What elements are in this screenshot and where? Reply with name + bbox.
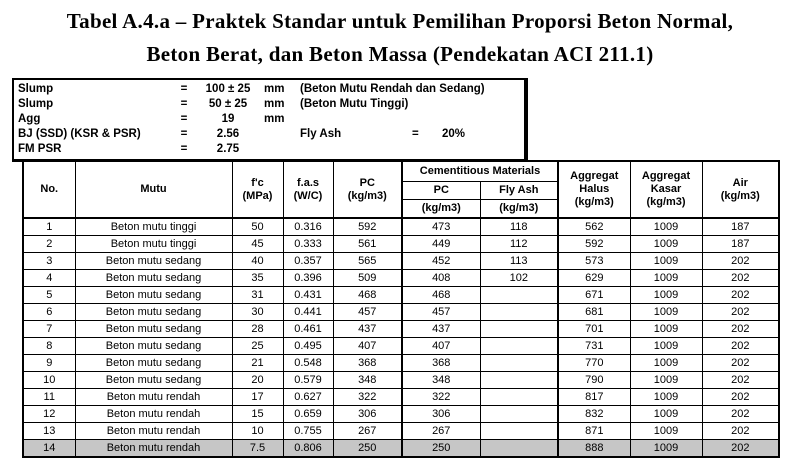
- col-header-air-line2: (kg/m3): [720, 189, 760, 202]
- page-title: [0, 5, 800, 71]
- col-header-cem-flyash-unit: (kg/m3): [480, 200, 558, 219]
- cell-pc: 565: [333, 253, 402, 270]
- cell-pc: 407: [333, 338, 402, 355]
- cell-pc: 509: [333, 270, 402, 287]
- cell-agg-halus: 681: [558, 304, 630, 321]
- cell-mutu: Beton mutu sedang: [75, 287, 232, 304]
- cell-agg-halus: 573: [558, 253, 630, 270]
- equals-sign: =: [412, 128, 419, 140]
- cell-mutu: Beton mutu rendah: [75, 423, 232, 440]
- cell-no: 11: [23, 389, 75, 406]
- cell-fc: 45: [232, 236, 283, 253]
- cell-mutu: Beton mutu sedang: [75, 304, 232, 321]
- col-header-air: [702, 161, 779, 218]
- cell-fc: 21: [232, 355, 283, 372]
- cell-fc: 25: [232, 338, 283, 355]
- cell-air: 202: [702, 355, 779, 372]
- cell-cem-flyash: [480, 440, 558, 458]
- cell-cem-flyash: [480, 406, 558, 423]
- cell-fc: 15: [232, 406, 283, 423]
- cell-mutu: Beton mutu sedang: [75, 321, 232, 338]
- equals-sign: =: [180, 128, 188, 140]
- cell-agg-kasar: 1009: [630, 389, 702, 406]
- cell-fas: 0.461: [283, 321, 333, 338]
- cell-agg-halus: 731: [558, 338, 630, 355]
- cell-air: 202: [702, 338, 779, 355]
- cell-mutu: Beton mutu sedang: [75, 253, 232, 270]
- cell-cem-flyash: 102: [480, 270, 558, 287]
- info-unit: mm: [264, 83, 285, 95]
- cell-agg-kasar: 1009: [630, 236, 702, 253]
- cell-air: 202: [702, 423, 779, 440]
- cell-air: 187: [702, 218, 779, 236]
- info-note: [300, 142, 524, 157]
- cell-air: 202: [702, 440, 779, 458]
- cell-fc: 10: [232, 423, 283, 440]
- info-row-bj-ssd: [18, 127, 524, 142]
- col-header-agg-kasar-line1: Aggregat: [641, 170, 691, 182]
- info-value: 19: [221, 113, 235, 125]
- cell-cem-flyash: [480, 355, 558, 372]
- cell-agg-halus: 629: [558, 270, 630, 287]
- col-header-agg-halus-line2: Halus: [579, 183, 610, 195]
- cell-pc: 368: [333, 355, 402, 372]
- cell-air: 202: [702, 406, 779, 423]
- table-row: [23, 218, 779, 236]
- page-title-line1: Tabel A.4.a – Praktek Standar untuk Pemilihan Proporsi Beton Normal,: [66, 9, 734, 33]
- cell-no: 10: [23, 372, 75, 389]
- cell-cem-flyash: 118: [480, 218, 558, 236]
- cell-agg-halus: 817: [558, 389, 630, 406]
- col-header-fas-line1: f.a.s: [296, 176, 319, 189]
- cell-agg-kasar: 1009: [630, 253, 702, 270]
- col-header-fas-line2: (W/C): [293, 189, 323, 202]
- col-header-mutu: Mutu: [75, 161, 232, 218]
- cell-pc: 457: [333, 304, 402, 321]
- table-header: [23, 161, 779, 218]
- cell-fas: 0.806: [283, 440, 333, 458]
- col-header-cem-flyash: Fly Ash: [480, 182, 558, 200]
- table-row: [23, 338, 779, 355]
- info-value: 2.56: [216, 128, 240, 140]
- cell-fc: 28: [232, 321, 283, 338]
- info-row-slump-2: [18, 97, 524, 112]
- cell-cem-flyash: 113: [480, 253, 558, 270]
- table-row: [23, 406, 779, 423]
- table-row: [23, 287, 779, 304]
- cell-cem-pc: 468: [402, 287, 480, 304]
- cell-agg-halus: 562: [558, 218, 630, 236]
- col-header-fc: [232, 161, 283, 218]
- cell-cem-pc: 368: [402, 355, 480, 372]
- cell-agg-kasar: 1009: [630, 372, 702, 389]
- info-row-fm-psr: [18, 142, 524, 157]
- cell-fas: 0.627: [283, 389, 333, 406]
- cell-agg-kasar: 1009: [630, 355, 702, 372]
- cell-agg-halus: 671: [558, 287, 630, 304]
- info-label: Slump: [18, 83, 54, 95]
- cell-air: 202: [702, 321, 779, 338]
- cell-cem-flyash: [480, 304, 558, 321]
- cell-cem-pc: 250: [402, 440, 480, 458]
- cell-cem-pc: 322: [402, 389, 480, 406]
- cell-no: 14: [23, 440, 75, 458]
- equals-sign: =: [180, 113, 188, 125]
- equals-sign: =: [180, 83, 188, 95]
- col-header-agg-halus: [558, 161, 630, 218]
- cell-mutu: Beton mutu sedang: [75, 338, 232, 355]
- cell-agg-kasar: 1009: [630, 287, 702, 304]
- cell-no: 3: [23, 253, 75, 270]
- table-row: [23, 236, 779, 253]
- equals-sign: =: [180, 98, 188, 110]
- cell-pc: 437: [333, 321, 402, 338]
- cell-agg-kasar: 1009: [630, 440, 702, 458]
- cell-agg-halus: 790: [558, 372, 630, 389]
- cell-mutu: Beton mutu sedang: [75, 355, 232, 372]
- col-header-agg-halus-line1: Aggregat: [570, 170, 619, 182]
- table-body: [23, 218, 779, 457]
- table-row: [23, 372, 779, 389]
- col-header-air-line1: Air: [732, 176, 748, 189]
- equals-sign: =: [180, 143, 188, 155]
- table-row: [23, 355, 779, 372]
- cell-pc: 592: [333, 218, 402, 236]
- info-label: FM PSR: [18, 143, 62, 155]
- cell-no: 2: [23, 236, 75, 253]
- cell-cem-pc: 348: [402, 372, 480, 389]
- cell-mutu: Beton mutu tinggi: [75, 236, 232, 253]
- cell-agg-kasar: 1009: [630, 270, 702, 287]
- cell-cem-pc: 473: [402, 218, 480, 236]
- cell-pc: 250: [333, 440, 402, 458]
- flyash-label: Fly Ash: [300, 128, 342, 140]
- cell-fc: 40: [232, 253, 283, 270]
- col-header-fc-line2: (MPa): [242, 189, 273, 202]
- cell-no: 6: [23, 304, 75, 321]
- info-label: Agg: [18, 113, 41, 125]
- cell-agg-halus: 770: [558, 355, 630, 372]
- cell-air: 202: [702, 389, 779, 406]
- cell-fas: 0.333: [283, 236, 333, 253]
- cell-no: 8: [23, 338, 75, 355]
- cell-cem-flyash: 112: [480, 236, 558, 253]
- col-header-agg-kasar-line3: (kg/m3): [646, 196, 686, 208]
- col-header-agg-kasar: [630, 161, 702, 218]
- info-note: [300, 112, 524, 127]
- cell-cem-pc: 306: [402, 406, 480, 423]
- table-row: [23, 389, 779, 406]
- cell-fc: 50: [232, 218, 283, 236]
- cell-fas: 0.316: [283, 218, 333, 236]
- cell-agg-halus: 888: [558, 440, 630, 458]
- table-row: [23, 253, 779, 270]
- table-row: [23, 321, 779, 338]
- cell-mutu: Beton mutu sedang: [75, 372, 232, 389]
- cell-fas: 0.357: [283, 253, 333, 270]
- cell-mutu: Beton mutu rendah: [75, 406, 232, 423]
- cell-cem-pc: 267: [402, 423, 480, 440]
- cell-fc: 31: [232, 287, 283, 304]
- col-header-cementitious: Cementitious Materials: [402, 161, 558, 182]
- cell-agg-kasar: 1009: [630, 406, 702, 423]
- cell-mutu: Beton mutu tinggi: [75, 218, 232, 236]
- info-unit: mm: [264, 98, 285, 110]
- cell-cem-flyash: [480, 372, 558, 389]
- cell-air: 202: [702, 253, 779, 270]
- cell-pc: 267: [333, 423, 402, 440]
- cell-cem-flyash: [480, 321, 558, 338]
- cell-fc: 17: [232, 389, 283, 406]
- cell-agg-kasar: 1009: [630, 218, 702, 236]
- cell-cem-flyash: [480, 423, 558, 440]
- info-row-agg: [18, 112, 524, 127]
- col-header-pc-line1: PC: [359, 176, 375, 189]
- cell-fc: 35: [232, 270, 283, 287]
- cell-no: 12: [23, 406, 75, 423]
- cell-cem-pc: 437: [402, 321, 480, 338]
- cell-cem-pc: 452: [402, 253, 480, 270]
- cell-mutu: Beton mutu rendah: [75, 440, 232, 458]
- cell-no: 4: [23, 270, 75, 287]
- cell-mutu: Beton mutu rendah: [75, 389, 232, 406]
- cell-pc: 468: [333, 287, 402, 304]
- mix-proportions-table: [22, 160, 780, 458]
- cell-fas: 0.579: [283, 372, 333, 389]
- cell-cem-flyash: [480, 338, 558, 355]
- col-header-cem-pc: PC: [402, 182, 480, 200]
- cell-pc: 561: [333, 236, 402, 253]
- info-note: (Beton Mutu Tinggi): [300, 98, 409, 110]
- cell-fas: 0.495: [283, 338, 333, 355]
- cell-fc: 20: [232, 372, 283, 389]
- cell-no: 7: [23, 321, 75, 338]
- cell-fc: 30: [232, 304, 283, 321]
- col-header-pc: [333, 161, 402, 218]
- table-row: [23, 270, 779, 287]
- cell-cem-flyash: [480, 389, 558, 406]
- cell-no: 9: [23, 355, 75, 372]
- info-label: Slump: [18, 98, 54, 110]
- col-header-no: No.: [23, 161, 75, 218]
- cell-cem-pc: 407: [402, 338, 480, 355]
- cell-agg-kasar: 1009: [630, 321, 702, 338]
- info-value: 2.75: [216, 143, 240, 155]
- info-value: 50 ± 25: [208, 98, 248, 110]
- info-note: (Beton Mutu Rendah dan Sedang): [300, 83, 485, 95]
- cell-agg-halus: 832: [558, 406, 630, 423]
- cell-pc: 306: [333, 406, 402, 423]
- cell-fas: 0.431: [283, 287, 333, 304]
- cell-agg-kasar: 1009: [630, 338, 702, 355]
- parameters-box: [12, 78, 528, 162]
- cell-fc: 7.5: [232, 440, 283, 458]
- flyash-value: 20%: [442, 128, 466, 140]
- cell-agg-kasar: 1009: [630, 304, 702, 321]
- cell-pc: 322: [333, 389, 402, 406]
- cell-no: 1: [23, 218, 75, 236]
- cell-mutu: Beton mutu sedang: [75, 270, 232, 287]
- info-label: BJ (SSD) (KSR & PSR): [18, 128, 141, 140]
- cell-air: 202: [702, 287, 779, 304]
- cell-fas: 0.396: [283, 270, 333, 287]
- col-header-fc-line1: f'c: [251, 176, 264, 189]
- flyash-note: [300, 127, 524, 142]
- cell-fas: 0.441: [283, 304, 333, 321]
- page-title-line2: Beton Berat, dan Beton Massa (Pendekatan ACI 211.1): [146, 42, 654, 66]
- cell-air: 187: [702, 236, 779, 253]
- cell-air: 202: [702, 304, 779, 321]
- cell-cem-pc: 408: [402, 270, 480, 287]
- cell-cem-pc: 449: [402, 236, 480, 253]
- cell-fas: 0.548: [283, 355, 333, 372]
- cell-agg-halus: 701: [558, 321, 630, 338]
- cell-agg-kasar: 1009: [630, 423, 702, 440]
- col-header-cem-pc-unit: (kg/m3): [402, 200, 480, 219]
- col-header-agg-kasar-line2: Kasar: [650, 183, 682, 195]
- col-header-pc-line2: (kg/m3): [347, 189, 387, 202]
- cell-cem-pc: 457: [402, 304, 480, 321]
- info-value: 100 ± 25: [205, 83, 251, 95]
- info-unit: mm: [264, 113, 285, 125]
- cell-air: 202: [702, 270, 779, 287]
- info-unit: [264, 127, 300, 142]
- cell-fas: 0.755: [283, 423, 333, 440]
- cell-pc: 348: [333, 372, 402, 389]
- info-unit: [264, 142, 300, 157]
- table-row: [23, 423, 779, 440]
- cell-agg-halus: 592: [558, 236, 630, 253]
- table-row: [23, 440, 779, 458]
- table-row: [23, 304, 779, 321]
- info-row-slump-1: [18, 82, 524, 97]
- col-header-agg-halus-line3: (kg/m3): [574, 196, 614, 208]
- cell-no: 5: [23, 287, 75, 304]
- cell-cem-flyash: [480, 287, 558, 304]
- col-header-fas: [283, 161, 333, 218]
- cell-no: 13: [23, 423, 75, 440]
- cell-fas: 0.659: [283, 406, 333, 423]
- cell-air: 202: [702, 372, 779, 389]
- cell-agg-halus: 871: [558, 423, 630, 440]
